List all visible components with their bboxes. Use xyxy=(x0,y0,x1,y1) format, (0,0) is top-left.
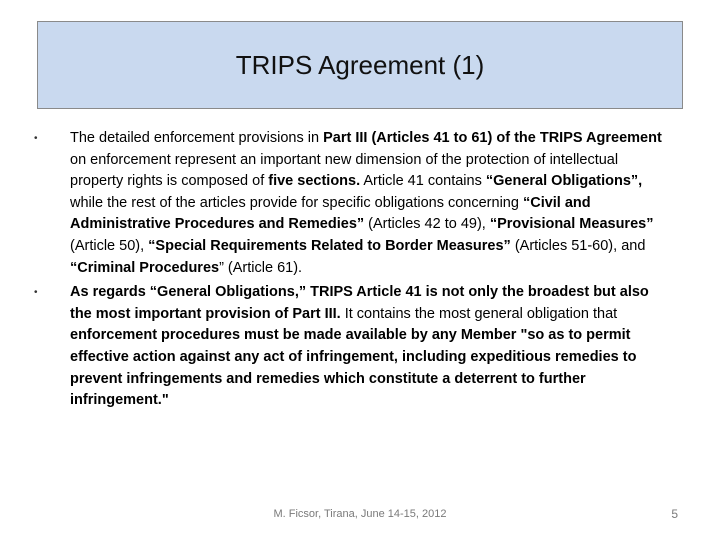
bold-text-segment: Part III (Articles 41 to 61) of the TRIPS Agreement xyxy=(323,130,662,146)
text-segment: ” (Article 61). xyxy=(219,259,303,276)
bullet-marker: • xyxy=(34,287,38,299)
slide-title-box xyxy=(37,21,683,109)
text-segment: (Articles 42 to 49), xyxy=(364,216,490,233)
bullet-item xyxy=(34,282,674,412)
bold-text-segment: “Civil and Administrative Procedures and Remedies” xyxy=(70,194,591,233)
text-segment: on enforcement represent an important new dimension of the protection of intellectual property rights is composed of xyxy=(70,151,619,190)
bullet-marker: • xyxy=(34,133,38,144)
text-segment: It contains the most general obligation that xyxy=(340,305,618,322)
bullet-text xyxy=(70,128,674,279)
text-segment: (Article 50), xyxy=(70,237,149,254)
bullet-item xyxy=(34,128,674,279)
footer-text: M. Ficsor, Tirana, June 14-15, 2012 xyxy=(273,508,447,520)
slide-title: TRIPS Agreement (1) xyxy=(235,49,485,80)
page-number: 5 xyxy=(671,507,678,521)
bold-text-segment: “Criminal Procedures xyxy=(70,259,220,276)
bold-text-segment: “General Obligations”, xyxy=(485,173,643,190)
bold-text-segment: enforcement procedures must be made available by any Member "so as to permit effective action against any act of infringement, including expeditious remedies to prevent infringements and remedies which constitute a deterrent to further infringement." xyxy=(70,327,637,409)
slide-content xyxy=(34,128,674,415)
text-segment: while the rest of the articles provide for specific obligations concerning xyxy=(70,194,523,211)
text-segment: The detailed enforcement provisions in xyxy=(70,130,324,146)
bold-text-segment: As regards “General Obligations,” TRIPS Article 41 is not only the broadest but also the most important provision of Part III. xyxy=(70,284,649,322)
text-segment: Article 41 contains xyxy=(360,173,486,190)
bold-text-segment: “Special Requirements Related to Border Measures” xyxy=(148,237,511,254)
bold-text-segment: five sections. xyxy=(268,173,361,190)
bold-text-segment: “Provisional Measures” xyxy=(489,216,654,233)
bullet-text xyxy=(70,282,674,412)
text-segment: (Articles 51-60), and xyxy=(510,237,646,254)
